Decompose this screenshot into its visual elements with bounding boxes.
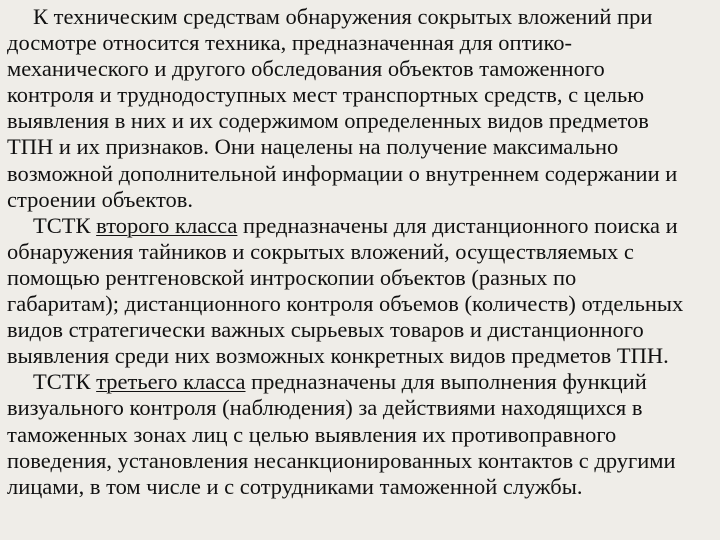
paragraph-3-line-4: поведения, установления несанкционированных контактов с другими [7,447,676,473]
paragraph-3-prefix: ТСТК [33,369,97,395]
paragraph-2-line-1 [7,213,720,239]
paragraph-1-line-3: механического и другого обследования объектов таможенного [7,56,605,82]
paragraph-2-line-2: обнаружения тайников и сокрытых вложений, осуществляемых с [7,238,634,264]
paragraph-1-line-5: выявления в них и их содержимом определенных видов предметов [7,108,649,134]
paragraph-1-line-7: возможной дополнительной информации о внутреннем содержании и [7,160,678,186]
paragraph-3-line-2: визуального контроля (наблюдения) за действиями находящихся в [7,395,643,421]
paragraph-3-line-5: лицами, в том числе и с сотрудниками таможенной службы. [7,473,583,499]
paragraph-1-line-4: контроля и труднодоступных мест транспортных средств, с целью [7,82,645,108]
paragraph-3-suffix: предназначены для выполнения функций [245,369,647,395]
paragraph-3-underlined-term: третьего класса [96,369,246,395]
paragraph-2-line-6: выявления среди них возможных конкретных видов предметов ТПН. [7,343,669,369]
paragraph-2-prefix: ТСТК [33,212,97,238]
paragraph-3-line-3: таможенных зонах лиц с целью выявления их противоправного [7,421,617,447]
paragraph-1-line-2: досмотре относится техника, предназначенная для оптико- [7,30,572,56]
paragraph-3-line-1 [7,369,720,395]
paragraph-1-line-1: К техническим средствам обнаружения сокрытых вложений при [33,4,653,29]
paragraph-1-line-8: строении объектов. [7,186,194,212]
paragraph-2-underlined-term: второго класса [96,212,238,238]
paragraph-1-line-6: ТПН и их признаков. Они нацелены на получение максимально [7,134,619,160]
paragraph-2-line-4: габаритам); дистанционного контроля объемов (количеств) отдельных [7,291,684,317]
document-text [7,4,720,500]
paragraph-2-line-5: видов стратегически важных сырьевых товаров и дистанционного [7,317,644,343]
paragraph-2-suffix: предназначены для дистанционного поиска и [237,212,678,238]
paragraph-2-line-3: помощью рентгеновской интроскопии объектов (разных по [7,264,577,290]
